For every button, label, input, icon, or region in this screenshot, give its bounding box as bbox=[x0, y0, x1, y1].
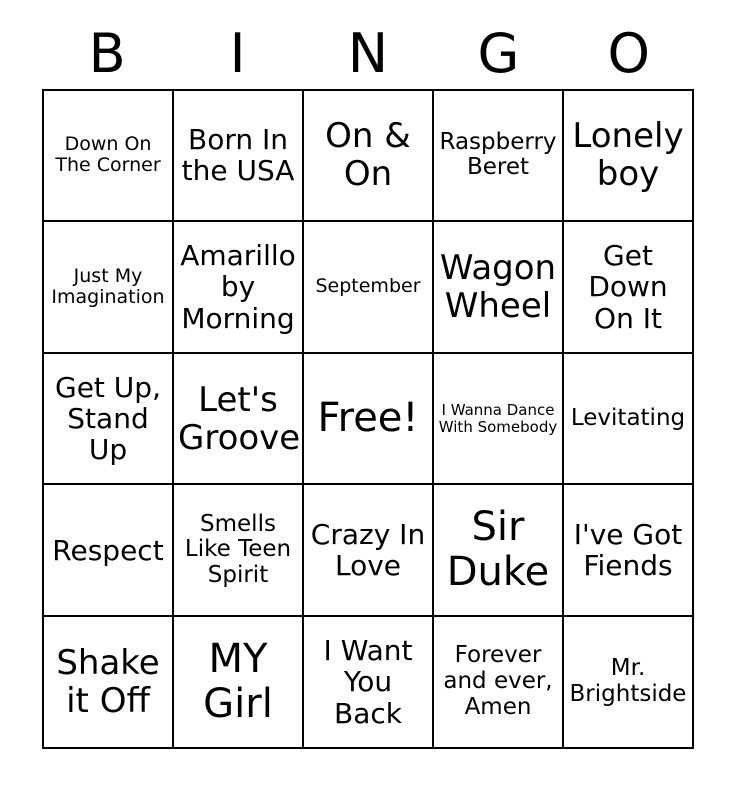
bingo-cell[interactable] bbox=[304, 617, 434, 749]
bingo-cell[interactable] bbox=[434, 91, 564, 223]
bingo-cell[interactable] bbox=[434, 354, 564, 486]
bingo-cell-label: Forever and ever, Amen bbox=[443, 642, 553, 720]
bingo-cell[interactable] bbox=[304, 91, 434, 223]
bingo-cell[interactable] bbox=[304, 222, 434, 354]
bingo-cell-label: Down On The Corner bbox=[55, 133, 161, 177]
bingo-cell-label: Respect bbox=[52, 533, 164, 567]
bingo-cell-label: September bbox=[315, 275, 421, 298]
bingo-cell[interactable] bbox=[564, 485, 694, 617]
bingo-cell[interactable] bbox=[174, 222, 304, 354]
header-letter-b: B bbox=[88, 22, 126, 85]
bingo-cell-label: I Wanna Dance With Somebody bbox=[438, 400, 558, 436]
bingo-cell[interactable] bbox=[564, 354, 694, 486]
bingo-cell-label: Just My Imagination bbox=[51, 264, 165, 309]
bingo-cell-label: Wagon Wheel bbox=[439, 248, 557, 327]
bingo-cell-label: I Want You Back bbox=[323, 633, 413, 730]
header-letter-n: N bbox=[347, 22, 389, 85]
bingo-cell-label: Levitating bbox=[570, 404, 686, 431]
bingo-cell-label: Let's Groove bbox=[178, 379, 301, 458]
bingo-cell-label: Sir Duke bbox=[446, 504, 550, 596]
bingo-cell-label: Get Up, Stand Up bbox=[55, 370, 161, 467]
bingo-cell-label: Shake it Off bbox=[56, 642, 160, 721]
bingo-cell-label: Smells Like Teen Spirit bbox=[184, 510, 292, 589]
bingo-cell-label: MY Girl bbox=[203, 636, 273, 727]
bingo-cell[interactable] bbox=[44, 354, 174, 486]
bingo-cell[interactable] bbox=[434, 617, 564, 749]
bingo-cell[interactable] bbox=[174, 617, 304, 749]
bingo-header bbox=[42, 22, 694, 85]
bingo-cell[interactable] bbox=[44, 617, 174, 749]
bingo-cell-label: Born In the USA bbox=[181, 123, 295, 188]
bingo-cell-label: Lonely boy bbox=[572, 116, 684, 195]
bingo-grid bbox=[42, 89, 694, 749]
bingo-cell[interactable] bbox=[564, 222, 694, 354]
bingo-cell[interactable] bbox=[44, 222, 174, 354]
bingo-cell[interactable] bbox=[564, 91, 694, 223]
bingo-cell-label: Mr. Brightside bbox=[569, 655, 687, 707]
bingo-cell[interactable] bbox=[44, 91, 174, 223]
bingo-cell-label: Raspberry Beret bbox=[439, 128, 557, 181]
bingo-cell-label: On & On bbox=[325, 116, 411, 195]
bingo-cell[interactable] bbox=[174, 485, 304, 617]
header-letter-o: O bbox=[607, 22, 651, 85]
bingo-cell-label: I've Got Fiends bbox=[573, 517, 683, 583]
header-letter-g: G bbox=[477, 22, 520, 85]
bingo-cell-label: Get Down On It bbox=[588, 239, 668, 335]
bingo-cell[interactable] bbox=[434, 222, 564, 354]
bingo-cell[interactable] bbox=[434, 485, 564, 617]
bingo-cell-label: Crazy In Love bbox=[310, 517, 426, 583]
bingo-cell[interactable] bbox=[304, 485, 434, 617]
bingo-cell[interactable] bbox=[44, 485, 174, 617]
bingo-cell-label: Amarillo by Morning bbox=[180, 239, 296, 335]
bingo-cell[interactable] bbox=[174, 354, 304, 486]
bingo-cell[interactable] bbox=[304, 354, 434, 486]
bingo-cell[interactable] bbox=[174, 91, 304, 223]
bingo-cell-label: Free! bbox=[317, 395, 419, 442]
header-letter-i: I bbox=[229, 22, 246, 85]
bingo-cell[interactable] bbox=[564, 617, 694, 749]
